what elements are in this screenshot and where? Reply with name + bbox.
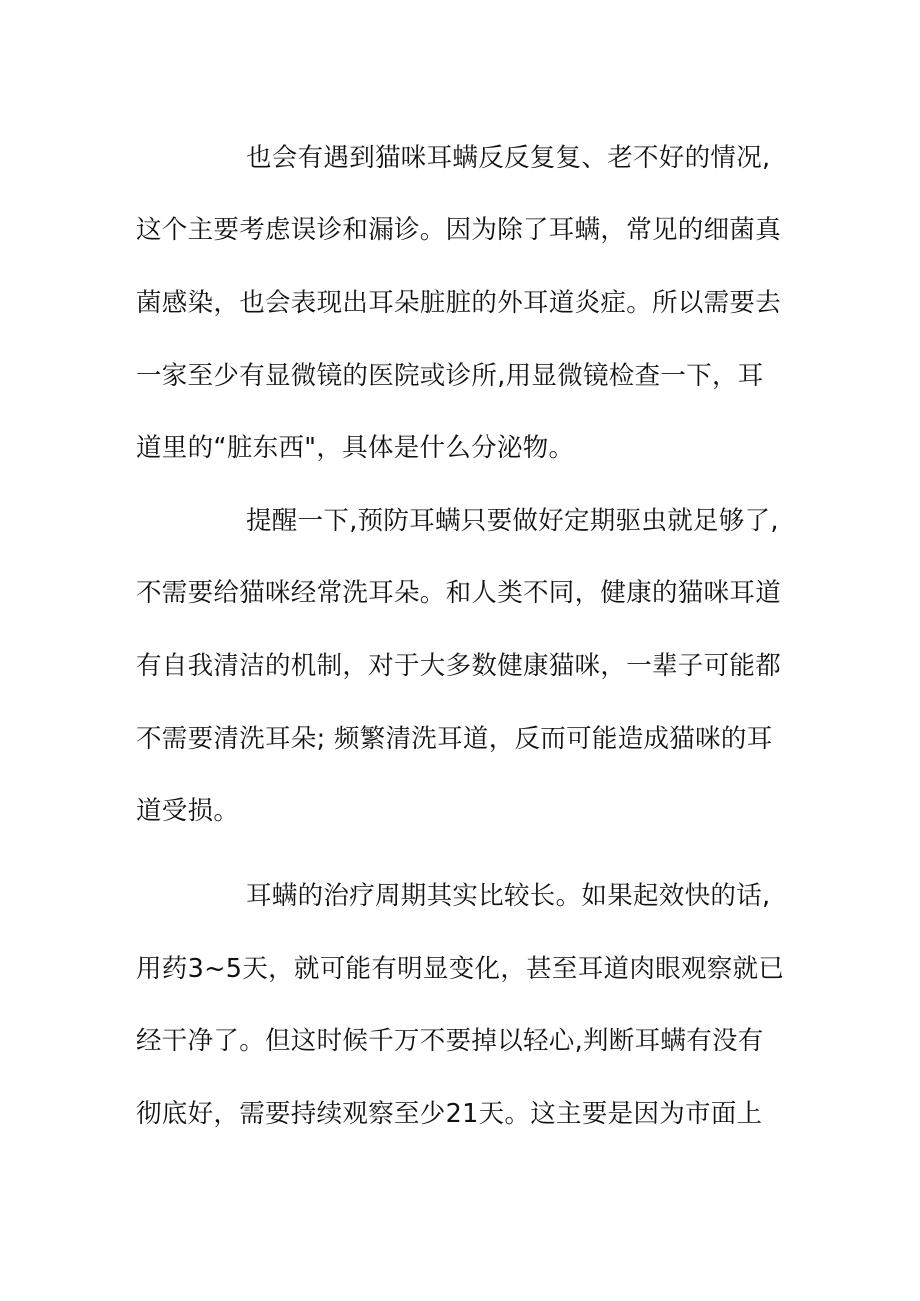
paragraph-1-line-4: 一家至少有显微镜的医院或诊所,用显微镜检查一下，耳 — [136, 361, 764, 391]
paragraph-2-line-4: 不需要清洗耳朵; 频繁清洗耳道，反而可能造成猫咪的耳 — [136, 724, 773, 754]
paragraph-3-line-2: 用药3~5天，就可能有明显变化，甚至耳道肉眼观察就已 — [136, 954, 785, 984]
paragraph-2-line-3: 有自我清洁的机制，对于大多数健康猫咪，一辈子可能都 — [136, 651, 782, 681]
paragraph-2-line-5: 道受损。 — [136, 796, 240, 826]
paragraph-2-line-1: 提醒一下,预防耳螨只要做好定期驱虫就足够了, — [246, 506, 779, 536]
paragraph-3-line-3: 经干净了。但这时候千万不要掉以轻心,判断耳螨有没有 — [136, 1026, 764, 1056]
paragraph-3-line-1: 耳螨的治疗周期其实比较长。如果起效快的话, — [246, 881, 771, 911]
paragraph-1-line-3: 菌感染，也会表现出耳朵脏脏的外耳道炎症。所以需要去 — [136, 288, 782, 318]
paragraph-3-line-4: 彻底好，需要持续观察至少21天。这主要是因为市面上 — [136, 1099, 763, 1129]
paragraph-2-line-2: 不需要给猫咪经常洗耳朵。和人类不同，健康的猫咪耳道 — [136, 578, 782, 608]
paragraph-1-line-2: 这个主要考虑误诊和漏诊。因为除了耳螨，常见的细菌真 — [136, 215, 782, 245]
paragraph-1-line-1: 也会有遇到猫咪耳螨反反复复、老不好的情况, — [246, 143, 771, 173]
paragraph-1-line-5: 道里的“脏东西"，具体是什么分泌物。 — [136, 433, 575, 463]
